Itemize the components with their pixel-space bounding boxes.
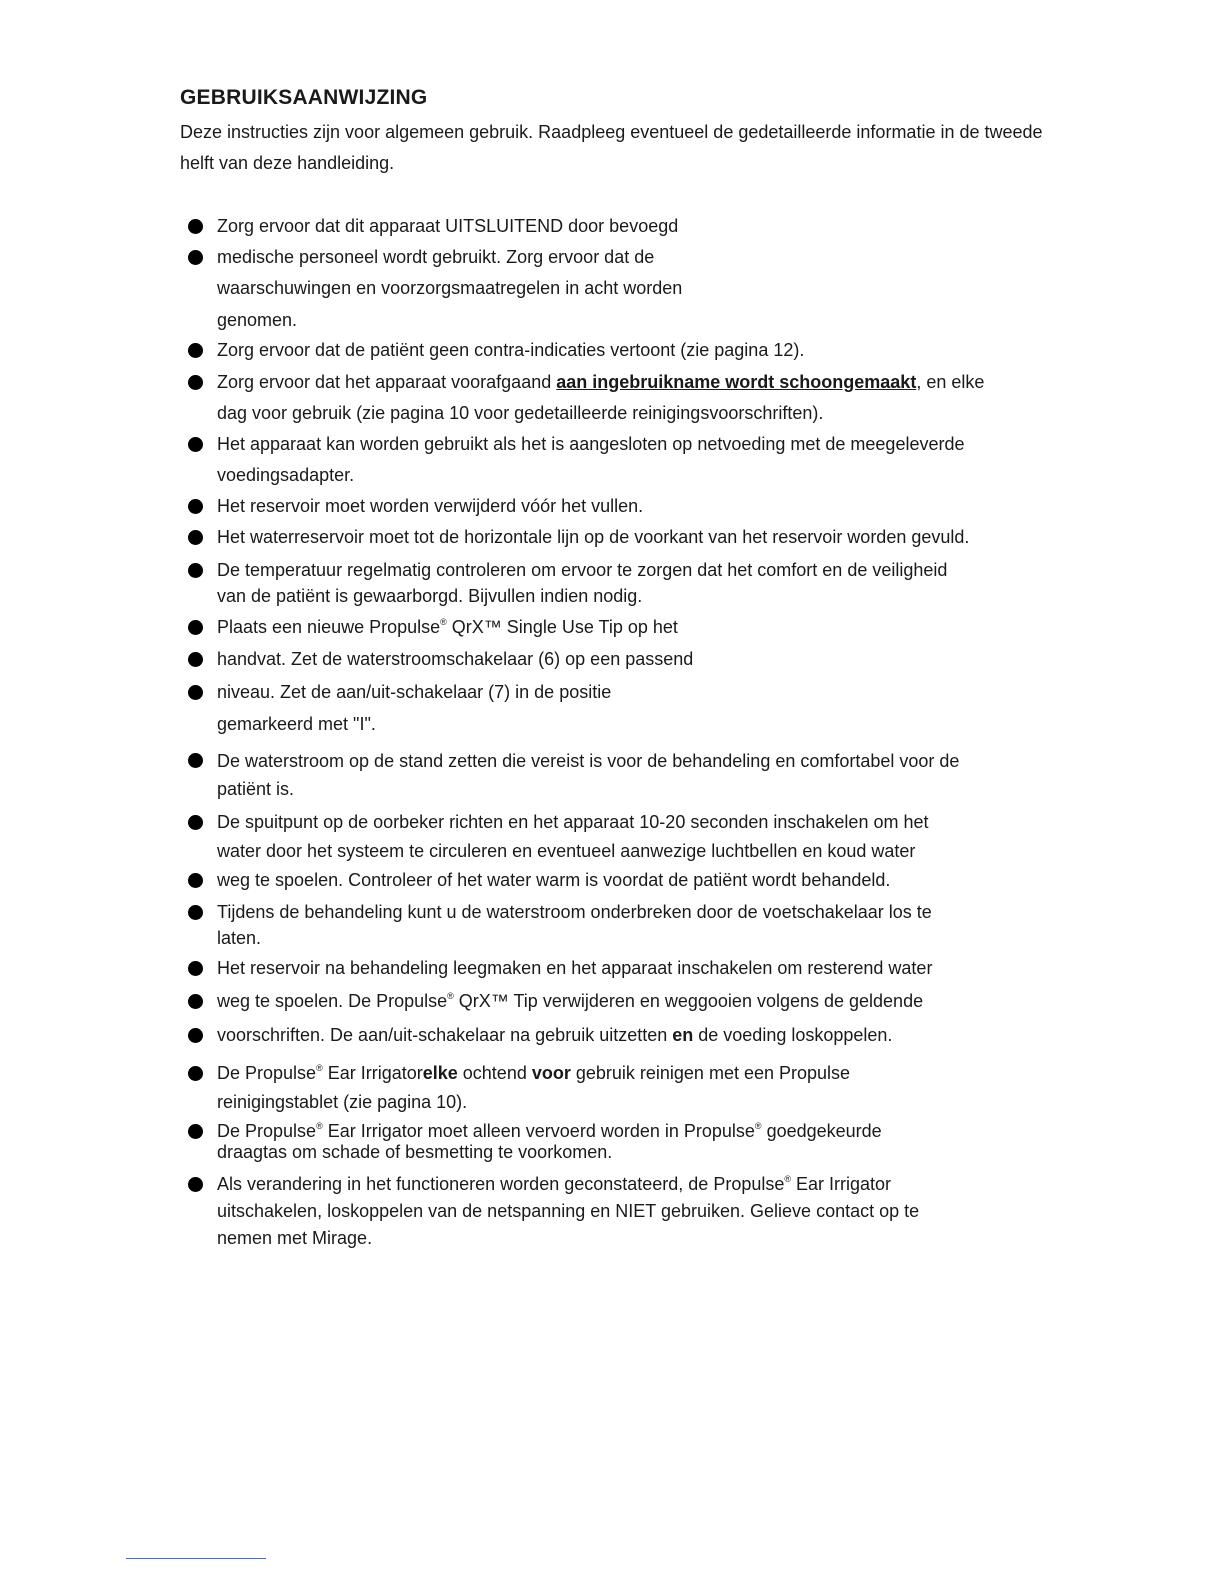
list-line: Het waterreservoir moet tot de horizontale lijn op de voorkant van het reservoir worden gevuld. (217, 527, 970, 547)
bullet-icon (188, 499, 203, 514)
bullet-icon (188, 994, 203, 1009)
line-text: Zorg ervoor dat het apparaat voorafgaand (217, 372, 557, 392)
bullet-icon (188, 250, 203, 265)
bullet-icon (188, 1124, 203, 1139)
line-text: goedgekeurde (761, 1121, 882, 1141)
list-line: niveau. Zet de aan/uit-schakelaar (7) in de positie (217, 682, 612, 702)
list-line: handvat. Zet de waterstroomschakelaar (6) op een passend (217, 649, 694, 669)
line-text: , en elke (916, 372, 985, 392)
list-line: voedingsadapter. (217, 465, 355, 485)
registered-mark: ® (316, 1121, 323, 1131)
bullet-icon (188, 905, 203, 920)
line-text: QrX™ Single Use Tip op het (446, 617, 678, 637)
line-text: De Propulse (217, 1121, 317, 1141)
list-line: De temperatuur regelmatig controleren om ervoor te zorgen dat het comfort en de veiligheid (217, 560, 948, 580)
line-text: gebruik reinigen met een Propulse (570, 1063, 851, 1083)
intro-paragraph: Deze instructies zijn voor algemeen gebruik. Raadpleeg eventueel de gedetailleerde informatie in de tweede helft van deze handleiding. (180, 122, 1043, 173)
registered-mark: ® (440, 617, 447, 627)
bullet-icon (188, 753, 203, 768)
emphasis-text: en (672, 1025, 694, 1045)
line-text: de voeding loskoppelen. (693, 1025, 893, 1045)
bullet-icon (188, 563, 203, 578)
list-line (217, 371, 984, 393)
list-line: genomen. (217, 310, 298, 330)
list-line: Zorg ervoor dat dit apparaat UITSLUITEND door bevoegd (217, 216, 679, 236)
bullet-icon (188, 961, 203, 976)
bullet-icon (188, 1028, 203, 1043)
line-text: Ear Irrigator (322, 1063, 423, 1083)
list-line: van de patiënt is gewaarborgd. Bijvullen indien nodig. (217, 586, 643, 606)
line-text: weg te spoelen. De Propulse (217, 991, 448, 1011)
bullet-icon (188, 1066, 203, 1081)
list-line: De waterstroom op de stand zetten die vereist is voor de behandeling en comfortabel voor de (217, 751, 960, 771)
page-title: GEBRUIKSAANWIJZING (180, 86, 428, 109)
line-text: QrX™ Tip verwijderen en weggooien volgens de geldende (453, 991, 924, 1011)
emphasis-text: voor (531, 1063, 571, 1083)
line-text: Ear Irrigator moet alleen vervoerd worden in Propulse (322, 1121, 755, 1141)
footnote-divider (126, 1558, 266, 1559)
bullet-icon (188, 620, 203, 635)
registered-mark: ® (447, 991, 454, 1001)
registered-mark: ® (784, 1174, 792, 1184)
line-text: De Propulse (217, 1063, 317, 1083)
line-text: voorschriften. De aan/uit-schakelaar na gebruik uitzetten (217, 1025, 673, 1045)
line-text: Als verandering in het functioneren worden geconstateerd, de Propulse (217, 1174, 785, 1194)
list-line: Het reservoir na behandeling leegmaken en het apparaat inschakelen om resterend water (217, 958, 933, 978)
emphasis-text: aan ingebruikname wordt schoongemaakt (556, 372, 917, 392)
bullet-icon (188, 652, 203, 667)
bullet-icon (188, 219, 203, 234)
bullet-icon (188, 343, 203, 358)
list-line: De spuitpunt op de oorbeker richten en het apparaat 10-20 seconden inschakelen om het (217, 812, 929, 832)
list-line (217, 616, 678, 638)
registered-mark: ® (754, 1121, 762, 1131)
bullet-icon (188, 437, 203, 452)
line-text: Plaats een nieuwe Propulse (217, 617, 441, 637)
list-line: Tijdens de behandeling kunt u de waterstroom onderbreken door de voetschakelaar los te (217, 902, 932, 922)
list-line: reinigingstablet (zie pagina 10). (217, 1092, 468, 1112)
bullet-icon (188, 873, 203, 888)
list-line: Het apparaat kan worden gebruikt als het is aangesloten op netvoeding met de meegeleverde (217, 434, 965, 454)
line-text: ochtend (457, 1063, 532, 1083)
list-line (217, 1062, 850, 1084)
list-line: uitschakelen, loskoppelen van de netspanning en NIET gebruiken. Gelieve contact op te (217, 1201, 920, 1221)
registered-mark: ® (316, 1063, 323, 1073)
list-line: medische personeel wordt gebruikt. Zorg ervoor dat de (217, 247, 655, 267)
emphasis-text: elke (422, 1063, 458, 1083)
list-line: weg te spoelen. Controleer of het water warm is voordat de patiënt wordt behandeld. (217, 870, 891, 890)
bullet-icon (188, 530, 203, 545)
list-line (217, 1173, 891, 1195)
list-line: patiënt is. (217, 779, 295, 799)
list-line (217, 1024, 892, 1046)
list-line: Het reservoir moet worden verwijderd vóór het vullen. (217, 496, 644, 516)
list-line (217, 990, 923, 1012)
bullet-icon (188, 685, 203, 700)
list-line: Zorg ervoor dat de patiënt geen contra-indicaties vertoont (zie pagina 12). (217, 340, 805, 360)
line-text: Ear Irrigator (791, 1174, 892, 1194)
list-line: draagtas om schade of besmetting te voorkomen. (217, 1142, 613, 1162)
list-line: gemarkeerd met "I". (217, 714, 376, 734)
list-line: water door het systeem te circuleren en eventueel aanwezige luchtbellen en koud water (217, 841, 916, 861)
bullet-icon (188, 1177, 203, 1192)
list-line: dag voor gebruik (zie pagina 10 voor gedetailleerde reinigingsvoorschriften). (217, 403, 824, 423)
bullet-icon (188, 375, 203, 390)
bullet-icon (188, 815, 203, 830)
list-line (217, 1120, 882, 1142)
list-line: nemen met Mirage. (217, 1228, 373, 1248)
list-line: laten. (217, 928, 262, 948)
list-line: waarschuwingen en voorzorgsmaatregelen in acht worden (217, 278, 683, 298)
